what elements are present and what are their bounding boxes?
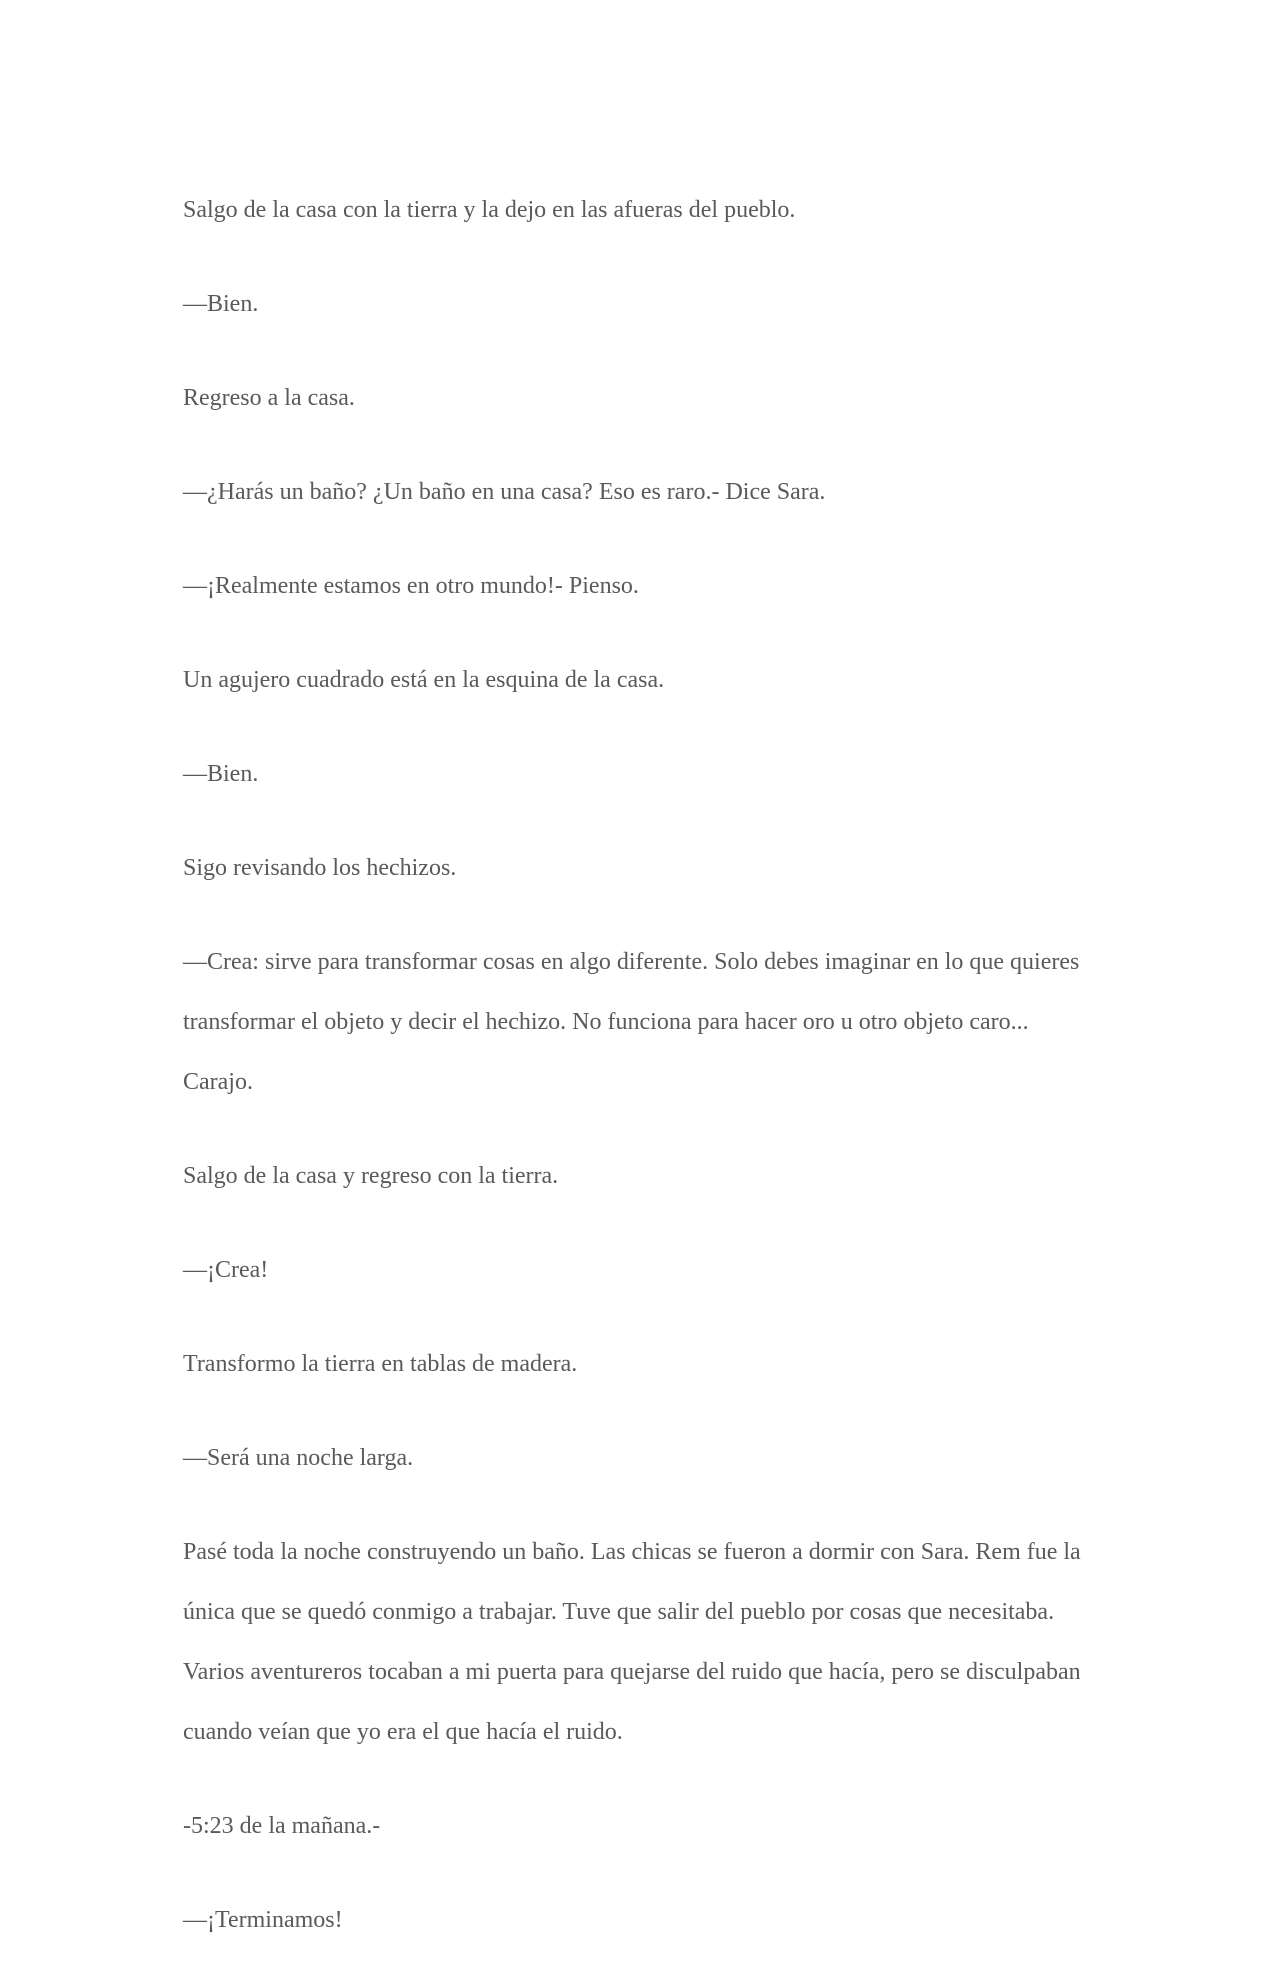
- paragraph: —Será una noche larga.: [183, 1445, 414, 1471]
- paragraph: Sigo revisando los hechizos.: [183, 855, 457, 881]
- paragraph: —Crea: sirve para transformar cosas en algo diferente. Solo debes imaginar en lo que quieres transformar el objeto y decir el hechizo. No funciona para hacer oro u otro objeto caro... Carajo.: [183, 949, 1080, 1095]
- paragraph: Regreso a la casa.: [183, 385, 355, 411]
- paragraph: Transformo la tierra en tablas de madera.: [183, 1351, 578, 1377]
- paragraph: Salgo de la casa con la tierra y la dejo en las afueras del pueblo.: [183, 197, 796, 223]
- paragraph: Pasé toda la noche construyendo un baño. Las chicas se fueron a dormir con Sara. Rem fue la única que se quedó conmigo a trabajar. Tuve que salir del pueblo por cosas que necesitaba. Varios aventureros tocaban a mi puerta para quejarse del ruido que hacía, pero se disculpaban cuando veían que yo era el que hacía el ruido.: [183, 1539, 1081, 1745]
- paragraph: —¿Harás un baño? ¿Un baño en una casa? Eso es raro.- Dice Sara.: [183, 479, 826, 505]
- paragraph: -5:23 de la mañana.-: [183, 1813, 381, 1839]
- paragraph: —¡Terminamos!: [183, 1907, 343, 1933]
- paragraph: —Bien.: [183, 761, 259, 787]
- document-body: [183, 180, 1095, 1984]
- paragraph: Salgo de la casa y regreso con la tierra.: [183, 1163, 559, 1189]
- paragraph: —¡Crea!: [183, 1257, 269, 1283]
- paragraph: —¡Realmente estamos en otro mundo!- Pienso.: [183, 573, 639, 599]
- paragraph: —Bien.: [183, 291, 259, 317]
- paragraph: Un agujero cuadrado está en la esquina de la casa.: [183, 667, 665, 693]
